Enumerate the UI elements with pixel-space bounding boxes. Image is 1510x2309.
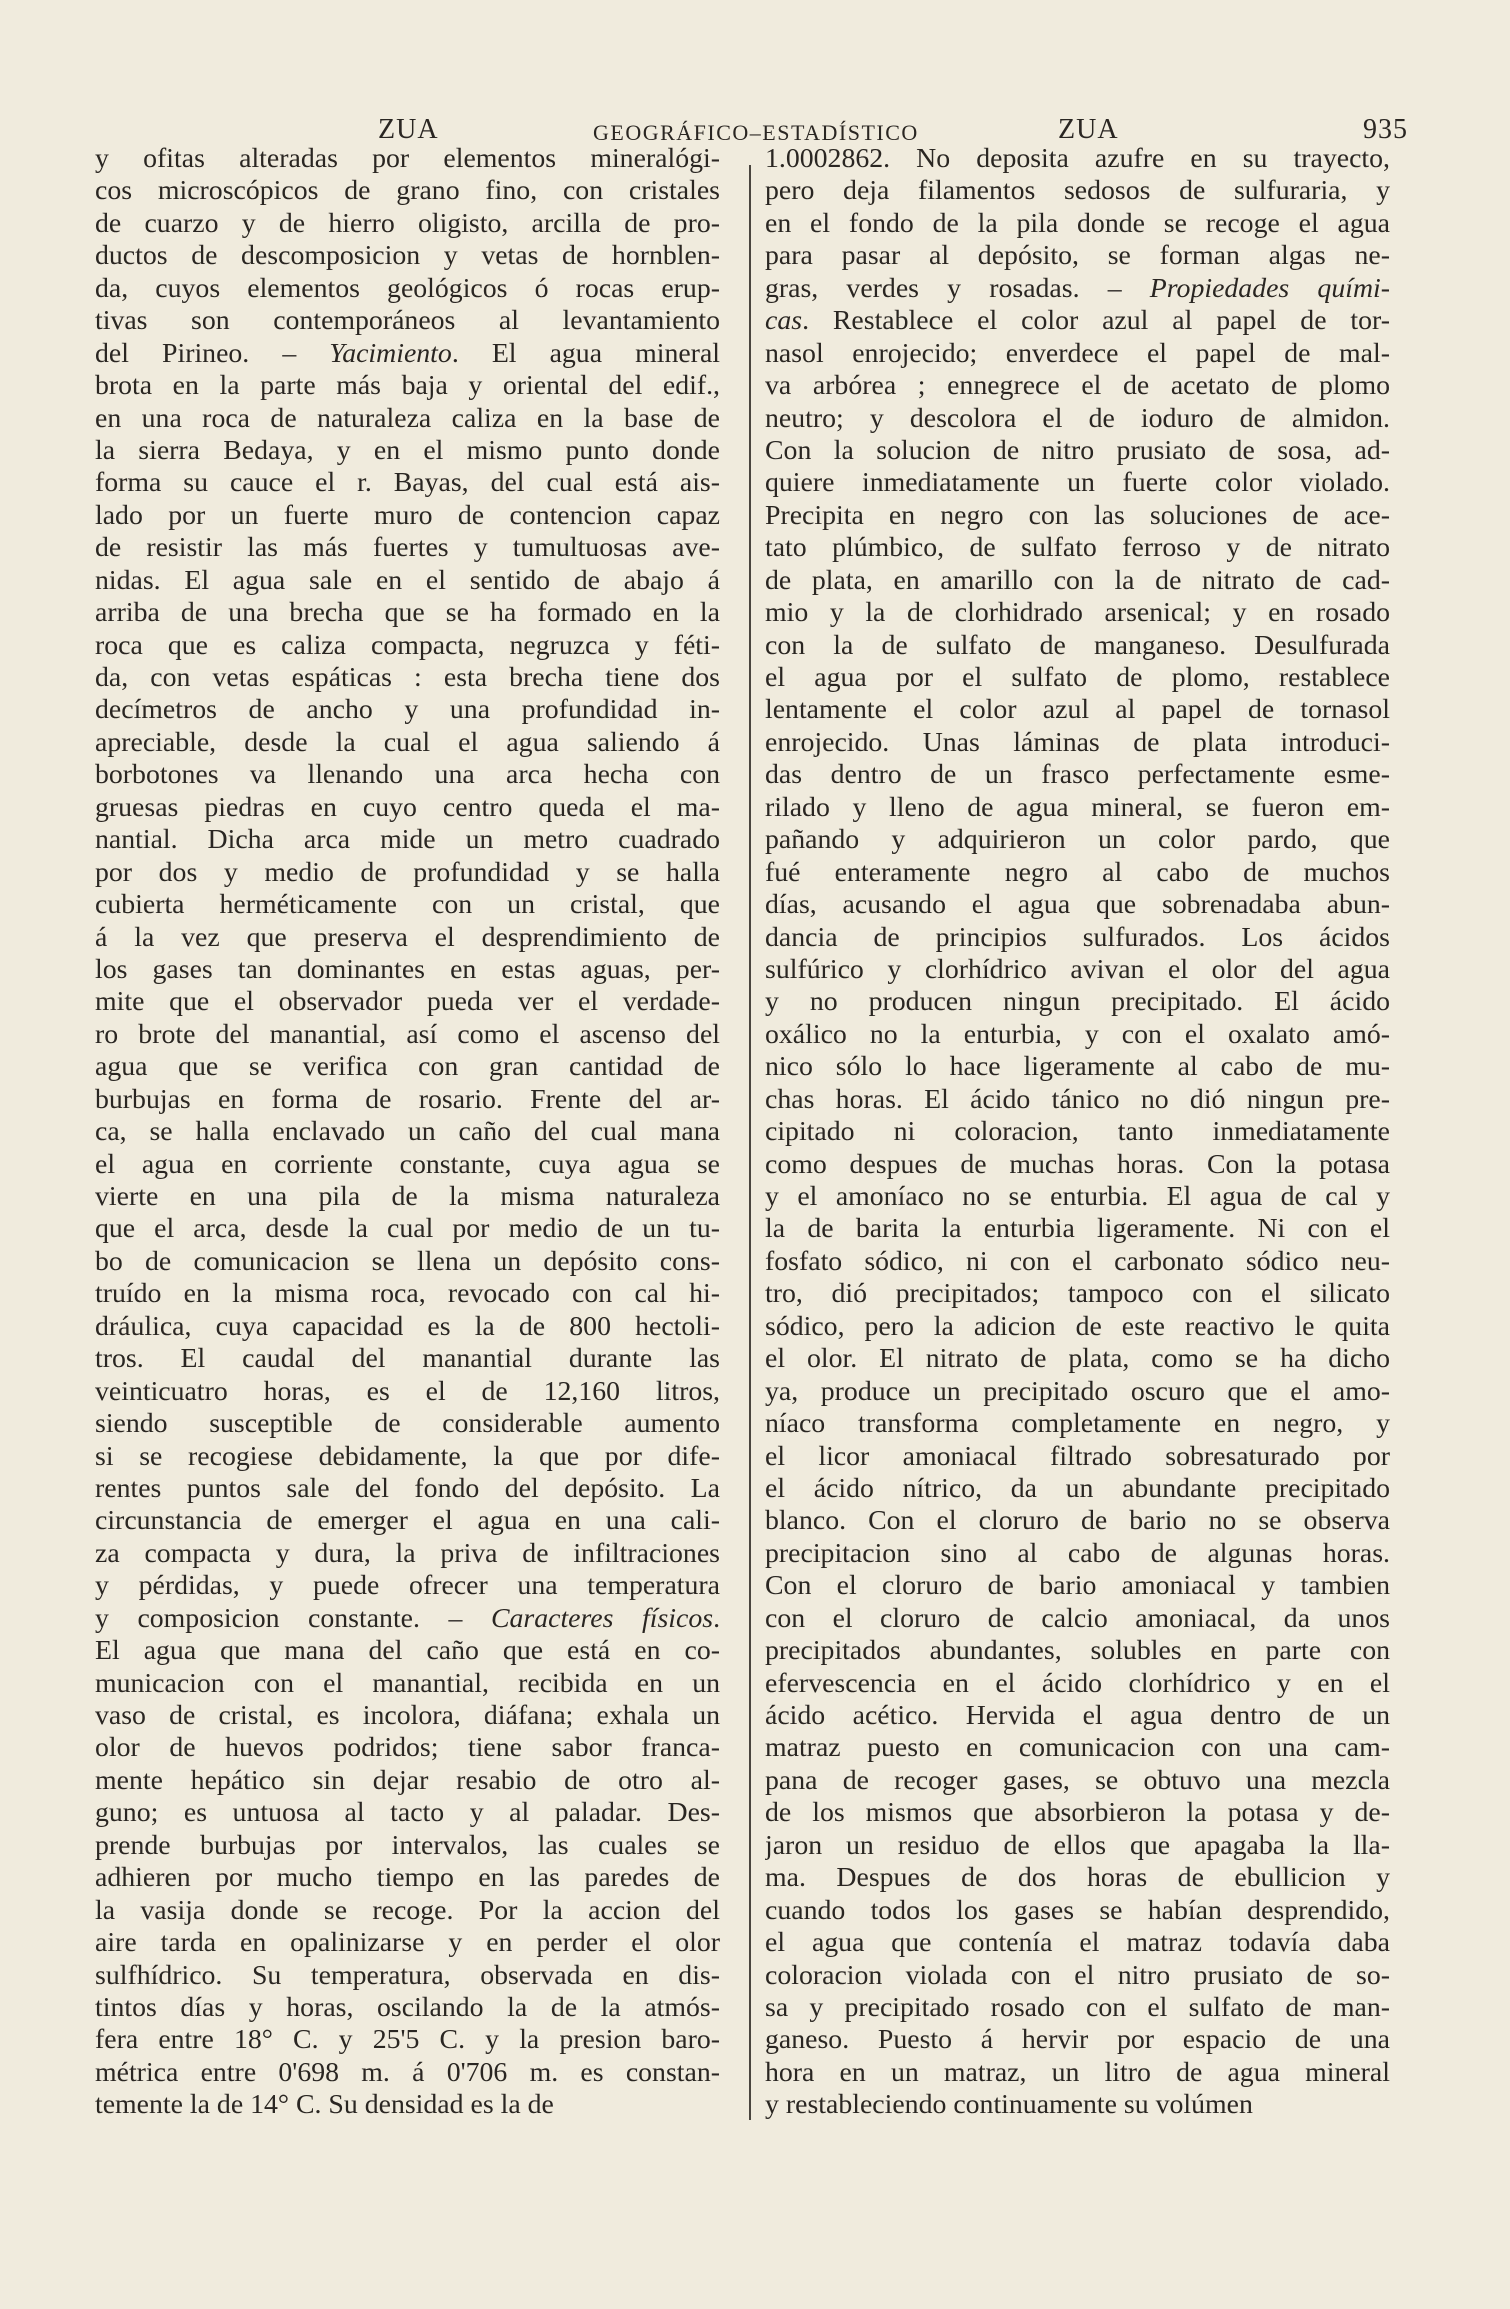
text-line: níaco transforma completamente en negro, y <box>765 1408 1390 1440</box>
text-line: guno; es untuosa al tacto y al paladar. Des- <box>95 1797 720 1829</box>
text-line: lado por un fuerte muro de contencion capaz <box>95 499 720 531</box>
text-line: dráulica, cuya capacidad es la de 800 hectoli- <box>95 1310 720 1342</box>
text-line: y no producen ningun precipitado. El ácido <box>765 986 1390 1018</box>
text-line: arriba de una brecha que se ha formado en la <box>95 597 720 629</box>
text-line: circunstancia de emerger el agua en una cali- <box>95 1505 720 1537</box>
text-line: la sierra Bedaya, y en el mismo punto donde <box>95 434 720 466</box>
text-line: sódico, pero la adicion de este reactivo le quita <box>765 1310 1390 1342</box>
text-line: dancia de principios sulfurados. Los ácidos <box>765 921 1390 953</box>
text-line: 1.0002862. No deposita azufre en su trayecto, <box>765 143 1390 174</box>
text-line: mite que el observador pueda ver el verdade- <box>95 986 720 1018</box>
text-line: cipitado ni coloracion, tanto inmediatamente <box>765 1116 1390 1148</box>
text-line: vaso de cristal, es incolora, diáfana; exhala un <box>95 1700 720 1731</box>
text-line: Con la solucion de nitro prusiato de sosa, ad- <box>765 434 1390 466</box>
text-line: coloracion violada con el nitro prusiato de so- <box>765 1959 1390 1991</box>
text-line: rentes puntos sale del fondo del depósito. La <box>95 1472 720 1504</box>
text-line: prende burbujas por intervalos, las cuales se <box>95 1829 720 1861</box>
text-line: oxálico no la enturbia, y con el oxalato amó- <box>765 1018 1390 1050</box>
text-line: gras, verdes y rosadas. – Propiedades quími- <box>765 272 1390 304</box>
text-line: sulfhídrico. Su temperatura, observada en dis- <box>95 1959 720 1991</box>
text-line: de plata, en amarillo con la de nitrato de cad- <box>765 564 1390 596</box>
text-line: cas. Restablece el color azul al papel de tor- <box>765 305 1390 337</box>
text-line: sulfúrico y clorhídrico avivan el olor del agua <box>765 953 1390 985</box>
left-column <box>95 143 720 2122</box>
header-left-word: ZUA <box>378 114 439 145</box>
text-line: siendo susceptible de considerable aumento <box>95 1408 720 1440</box>
text-line: en el fondo de la pila donde se recoge el agua <box>765 207 1390 239</box>
text-line: en una roca de naturaleza caliza en la base de <box>95 402 720 434</box>
text-line: bo de comunicacion se llena un depósito cons- <box>95 1245 720 1277</box>
text-line: tato plúmbico, de sulfato ferroso y de nitrato <box>765 532 1390 564</box>
text-line: ro brote del manantial, así como el ascenso del <box>95 1018 720 1050</box>
text-line: tivas son contemporáneos al levantamiento <box>95 305 720 337</box>
text-line: matraz puesto en comunicacion con una cam- <box>765 1732 1390 1764</box>
text-line: apreciable, desde la cual el agua saliendo á <box>95 726 720 758</box>
text-line: la vasija donde se recoge. Por la accion del <box>95 1894 720 1926</box>
text-line: el ácido nítrico, da un abundante precipitado <box>765 1472 1390 1504</box>
text-line: va arbórea ; ennegrece el de acetato de plomo <box>765 370 1390 402</box>
text-line: Precipita en negro con las soluciones de ace- <box>765 499 1390 531</box>
text-line: burbujas en forma de rosario. Frente del ar- <box>95 1083 720 1115</box>
text-line: pañando y adquirieron un color pardo, que <box>765 824 1390 856</box>
text-line: aire tarda en opalinizarse y en perder el olor <box>95 1927 720 1959</box>
text-line: fué enteramente negro al cabo de muchos <box>765 856 1390 888</box>
text-line: ya, produce un precipitado oscuro que el amo- <box>765 1375 1390 1407</box>
text-line: con la de sulfato de manganeso. Desulfurada <box>765 629 1390 661</box>
text-line: el olor. El nitrato de plata, como se ha dicho <box>765 1343 1390 1375</box>
text-line: truído en la misma roca, revocado con cal hi- <box>95 1278 720 1310</box>
text-line: blanco. Con el cloruro de bario no se observa <box>765 1505 1390 1537</box>
page-number: 935 <box>1363 114 1408 145</box>
text-line: y el amoníaco no se enturbia. El agua de cal y <box>765 1181 1390 1212</box>
text-line: Con el cloruro de bario amoniacal y tambien <box>765 1570 1390 1602</box>
text-line: chas horas. El ácido tánico no dió ningun pre- <box>765 1083 1390 1115</box>
text-line: adhieren por mucho tiempo en las paredes de <box>95 1862 720 1894</box>
text-line: y restableciendo continuamente su volúmen <box>765 2089 1253 2121</box>
text-line: de resistir las más fuertes y tumultuosas ave- <box>95 532 720 564</box>
text-line: agua que se verifica con gran cantidad de <box>95 1051 720 1083</box>
text-line: tintos días y horas, oscilando la de la atmós- <box>95 1991 720 2023</box>
text-line: con el cloruro de calcio amoniacal, da unos <box>765 1602 1390 1634</box>
text-line: cuando todos los gases se habían desprendido, <box>765 1894 1390 1926</box>
column-divider <box>749 165 751 2120</box>
text-line: los gases tan dominantes en estas aguas, per- <box>95 953 720 985</box>
text-line: ductos de descomposicion y vetas de hornblen- <box>95 240 720 272</box>
text-line: hora en un matraz, un litro de agua mineral <box>765 2056 1390 2088</box>
text-line: lentamente el color azul al papel de tornasol <box>765 694 1390 726</box>
text-line: de cuarzo y de hierro oligisto, arcilla de pro- <box>95 207 720 239</box>
text-line: efervescencia en el ácido clorhídrico y en el <box>765 1667 1390 1699</box>
text-line: sa y precipitado rosado con el sulfato de man- <box>765 1991 1390 2023</box>
text-line: da, con vetas espáticas : esta brecha tiene dos <box>95 662 720 693</box>
text-line: y composicion constante. – Caracteres físicos. <box>95 1602 720 1634</box>
text-line: enrojecido. Unas láminas de plata introduci- <box>765 726 1390 758</box>
text-line: roca que es caliza compacta, negruzca y féti- <box>95 629 720 661</box>
text-line: pana de recoger gases, se obtuvo una mezcla <box>765 1764 1390 1796</box>
text-line: del Pirineo. – Yacimiento. El agua mineral <box>95 337 720 369</box>
text-line: pero deja filamentos sedosos de sulfuraria, y <box>765 175 1390 207</box>
text-line: á la vez que preserva el desprendimiento de <box>95 921 720 953</box>
text-line: ácido acético. Hervida el agua dentro de un <box>765 1700 1390 1731</box>
text-line: neutro; y descolora el de ioduro de almidon. <box>765 402 1390 434</box>
header-right-word: ZUA <box>1058 114 1119 145</box>
text-line: olor de huevos podridos; tiene sabor franca- <box>95 1732 720 1764</box>
text-line: que el arca, desde la cual por medio de un tu- <box>95 1213 720 1245</box>
text-line: cubierta herméticamente con un cristal, que <box>95 889 720 921</box>
text-line: ma. Despues de dos horas de ebullicion y <box>765 1862 1390 1894</box>
text-line: días, acusando el agua que sobrenadaba abun- <box>765 889 1390 921</box>
text-line: precipitacion sino al cabo de algunas horas. <box>765 1537 1390 1569</box>
header-center-title: GEOGRÁFICO–ESTADÍSTICO <box>593 120 919 145</box>
text-line: municacion con el manantial, recibida en un <box>95 1667 720 1699</box>
text-line: vierte en una pila de la misma naturaleza <box>95 1181 720 1212</box>
text-line: el licor amoniacal filtrado sobresaturado por <box>765 1440 1390 1472</box>
text-line: el agua por el sulfato de plomo, restablece <box>765 662 1390 693</box>
text-line: temente la de 14° C. Su densidad es la de <box>95 2089 554 2121</box>
text-line: tro, dió precipitados; tampoco con el silicato <box>765 1278 1390 1310</box>
text-line: veinticuatro horas, es el de 12,160 litros, <box>95 1375 720 1407</box>
text-line: borbotones va llenando una arca hecha con <box>95 759 720 791</box>
text-line: mente hepático sin dejar resabio de otro al- <box>95 1764 720 1796</box>
text-line: como despues de muchas horas. Con la potasa <box>765 1148 1390 1180</box>
text-line: ca, se halla enclavado un caño del cual mana <box>95 1116 720 1148</box>
text-line: fosfato sódico, ni con el carbonato sódico neu- <box>765 1245 1390 1277</box>
text-line: nantial. Dicha arca mide un metro cuadrado <box>95 824 720 856</box>
text-line: para pasar al depósito, se forman algas ne- <box>765 240 1390 272</box>
text-line: jaron un residuo de ellos que apagaba la lla- <box>765 1829 1390 1861</box>
text-line: decímetros de ancho y una profundidad in- <box>95 694 720 726</box>
text-line: das dentro de un frasco perfectamente esme- <box>765 759 1390 791</box>
text-line: forma su cauce el r. Bayas, del cual está ais- <box>95 467 720 499</box>
text-line: por dos y medio de profundidad y se halla <box>95 856 720 888</box>
text-line: precipitados abundantes, solubles en parte con <box>765 1635 1390 1667</box>
text-line: gruesas piedras en cuyo centro queda el ma- <box>95 791 720 823</box>
text-line: El agua que mana del caño que está en co- <box>95 1635 720 1667</box>
text-line: brota en la parte más baja y oriental del edif., <box>95 370 720 402</box>
text-line: métrica entre 0'698 m. á 0'706 m. es constan- <box>95 2056 720 2088</box>
text-line: ganeso. Puesto á hervir por espacio de una <box>765 2024 1390 2056</box>
text-line: y ofitas alteradas por elementos mineralógi- <box>95 143 720 174</box>
text-line: cos microscópicos de grano fino, con cristales <box>95 175 720 207</box>
text-line: quiere inmediatamente un fuerte color violado. <box>765 467 1390 499</box>
text-line: el agua en corriente constante, cuya agua se <box>95 1148 720 1180</box>
text-line: de los mismos que absorbieron la potasa y de- <box>765 1797 1390 1829</box>
text-line: nasol enrojecido; enverdece el papel de mal- <box>765 337 1390 369</box>
text-line: rilado y lleno de agua mineral, se fueron em- <box>765 791 1390 823</box>
text-line: la de barita la enturbia ligeramente. Ni con el <box>765 1213 1390 1245</box>
text-line: y pérdidas, y puede ofrecer una temperatura <box>95 1570 720 1602</box>
text-line: nico sólo lo hace ligeramente al cabo de mu- <box>765 1051 1390 1083</box>
text-line: da, cuyos elementos geológicos ó rocas erup- <box>95 272 720 304</box>
text-line: mio y la de clorhidrado arsenical; y en rosado <box>765 597 1390 629</box>
text-line: nidas. El agua sale en el sentido de abajo á <box>95 564 720 596</box>
text-line: fera entre 18° C. y 25'5 C. y la presion baro- <box>95 2024 720 2056</box>
right-column <box>765 143 1390 2122</box>
text-line: tros. El caudal del manantial durante las <box>95 1343 720 1375</box>
text-line: si se recogiese debidamente, la que por dife- <box>95 1440 720 1472</box>
text-line: el agua que contenía el matraz todavía daba <box>765 1927 1390 1959</box>
text-line: za compacta y dura, la priva de infiltraciones <box>95 1537 720 1569</box>
